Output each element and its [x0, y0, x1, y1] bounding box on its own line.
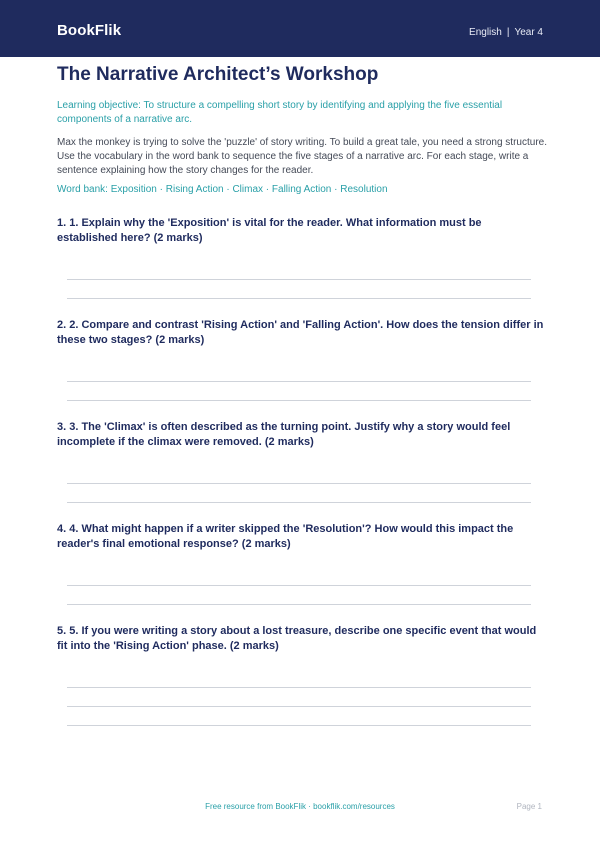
- subject-level: [469, 27, 543, 38]
- footer-source: Free resource from BookFlik · bookflik.com/resources: [205, 802, 395, 811]
- question-1: 1. 1. Explain why the 'Exposition' is vital for the reader. What information must be established here? (2 marks): [57, 217, 482, 244]
- word-bank: Word bank: Exposition · Rising Action · Climax · Falling Action · Resolution: [57, 184, 388, 195]
- answer-line[interactable]: [67, 725, 531, 726]
- answer-line[interactable]: [67, 706, 531, 707]
- learning-objective: Learning objective: To structure a compelling short story by identifying and applying the five essential components of a narrative arc.: [57, 100, 503, 125]
- answer-line[interactable]: [67, 604, 531, 605]
- subject-label: English: [469, 27, 502, 38]
- page-header: [0, 0, 600, 57]
- answer-line[interactable]: [67, 687, 531, 688]
- page-number: Page 1: [516, 802, 542, 811]
- question-2: 2. 2. Compare and contrast 'Rising Action' and 'Falling Action'. How does the tension differ in these two stages? (2 marks): [57, 319, 544, 346]
- intro-paragraph: Max the monkey is trying to solve the 'puzzle' of story writing. To build a great tale, you need a strong structure. Use the vocabulary in the word bank to sequence the five stages of a narrative arc. For each stage, write a sentence explaining how the story changes for the reader.: [57, 137, 547, 176]
- answer-line[interactable]: [67, 585, 531, 586]
- meta-separator: |: [506, 27, 510, 38]
- answer-line[interactable]: [67, 279, 531, 280]
- answer-line[interactable]: [67, 400, 531, 401]
- question-3: 3. 3. The 'Climax' is often described as the turning point. Justify why a story would feel incomplete if the climax were removed. (2 marks): [57, 421, 511, 448]
- question-5: 5. 5. If you were writing a story about a lost treasure, describe one specific event that would fit into the 'Rising Action' phase. (2 marks): [57, 625, 537, 652]
- answer-line[interactable]: [67, 381, 531, 382]
- answer-line[interactable]: [67, 502, 531, 503]
- question-4: 4. 4. What might happen if a writer skipped the 'Resolution'? How would this impact the reader's final emotional response? (2 marks): [57, 523, 514, 550]
- worksheet-title: The Narrative Architect’s Workshop: [57, 64, 379, 85]
- answer-line[interactable]: [67, 483, 531, 484]
- answer-line[interactable]: [67, 298, 531, 299]
- brand-logo: BookFlik: [57, 22, 122, 39]
- level-label: Year 4: [514, 27, 543, 38]
